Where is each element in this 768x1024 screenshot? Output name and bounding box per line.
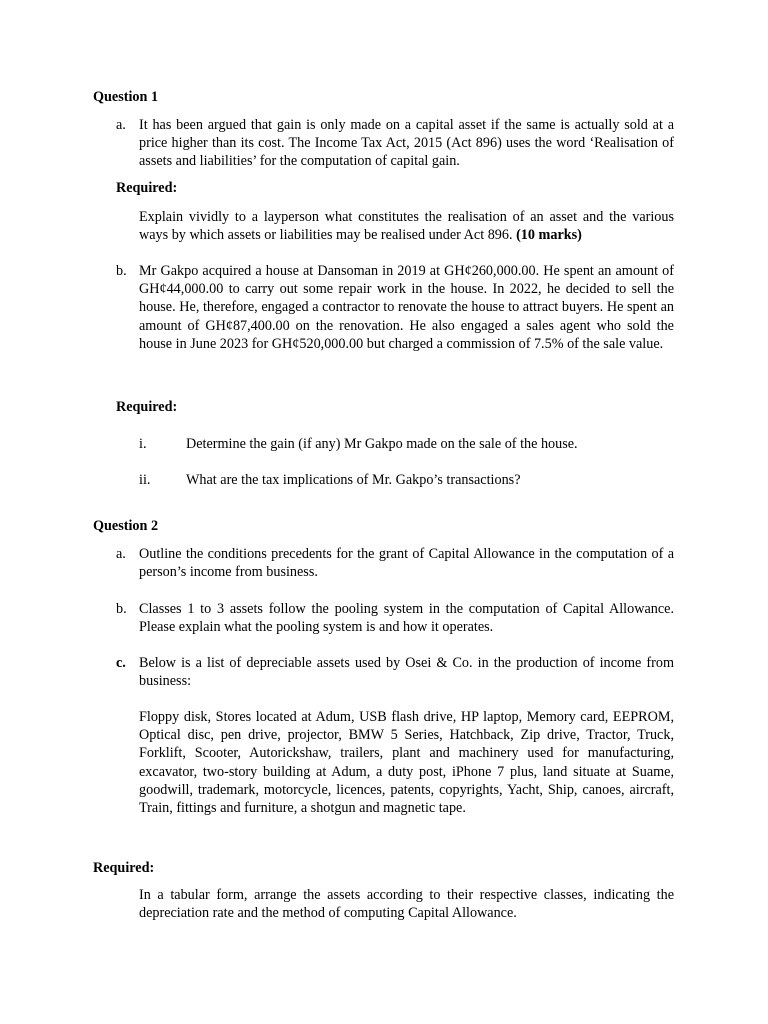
- q2-b-text: Classes 1 to 3 assets follow the pooling system in the computation of Capital Allowance. Please explain what the pooling system is and how it operates.: [139, 601, 674, 636]
- q1-b-item-i-text: Determine the gain (if any) Mr Gakpo made on the sale of the house.: [186, 436, 578, 452]
- q1-a-label: a.: [116, 117, 126, 133]
- q2-c-asset-list: Floppy disk, Stores located at Adum, USB flash drive, HP laptop, Memory card, EEPROM, Optical disc, pen drive, projector, BMW 5 Series, Hatchback, Zip drive, Tractor, Truck, Forklift, Scooter, Autorickshaw, trailers, plant and machinery used for manufacturing, excavator, two-story building at Adum, a duty post, iPhone 7 plus, land situate at Suame, goodwill, trademark, motorcycle, licences, patents, copyrights, Yacht, Ship, canoes, aircraft, Train, fittings and furniture, a shotgun and magnetic tape.: [139, 709, 674, 817]
- q2-b-label: b.: [116, 601, 127, 617]
- q1-b-item-ii-text: What are the tax implications of Mr. Gakpo’s transactions?: [186, 472, 521, 488]
- q2-required-label: Required:: [93, 860, 155, 876]
- question-1-title: Question 1: [93, 89, 159, 105]
- q1-b-text: Mr Gakpo acquired a house at Dansoman in 2019 at GH¢260,000.00. He spent an amount of GH¢44,000.00 to carry out some repair work in the house. In 2022, he decided to sell the house. He, therefore, engaged a contractor to renovate the house to attract buyers. He spent an amount of GH¢87,400.00 on the renovation. He also engaged a sales agent who sold the house in June 2023 for GH¢520,000.00 but charged a commission of 7.5% of the sale value.: [139, 263, 674, 352]
- q1-a-text: It has been argued that gain is only made on a capital asset if the same is actually sold at a price higher than its cost. The Income Tax Act, 2015 (Act 896) uses the word ‘Realisation of assets and liabilities’ for the computation of capital gain.: [139, 117, 674, 170]
- q1-b-required-label: Required:: [116, 399, 178, 415]
- q1-a-required-block: [139, 208, 674, 244]
- q2-c-label: c.: [116, 655, 126, 671]
- q1-b-item-ii-num: ii.: [139, 472, 151, 488]
- q1-b-label: b.: [116, 263, 127, 279]
- q2-a-label: a.: [116, 546, 126, 562]
- q2-required-text: In a tabular form, arrange the assets according to their respective classes, indicating the depreciation rate and the method of computing Capital Allowance.: [139, 887, 674, 922]
- q2-a-text: Outline the conditions precedents for the grant of Capital Allowance in the computation of a person’s income from business.: [139, 546, 674, 581]
- q2-c-text: Below is a list of depreciable assets used by Osei & Co. in the production of income from business:: [139, 655, 674, 690]
- question-2-title: Question 2: [93, 518, 159, 534]
- q1-b-item-i-num: i.: [139, 436, 147, 452]
- q1-a-marks: (10 marks): [516, 227, 582, 244]
- q1-a-required-text: Explain vividly to a layperson what constitutes the realisation of an asset and the various ways by which assets or liabilities may be realised under Act 896.: [139, 209, 674, 244]
- q1-a-required-label: Required:: [116, 180, 178, 196]
